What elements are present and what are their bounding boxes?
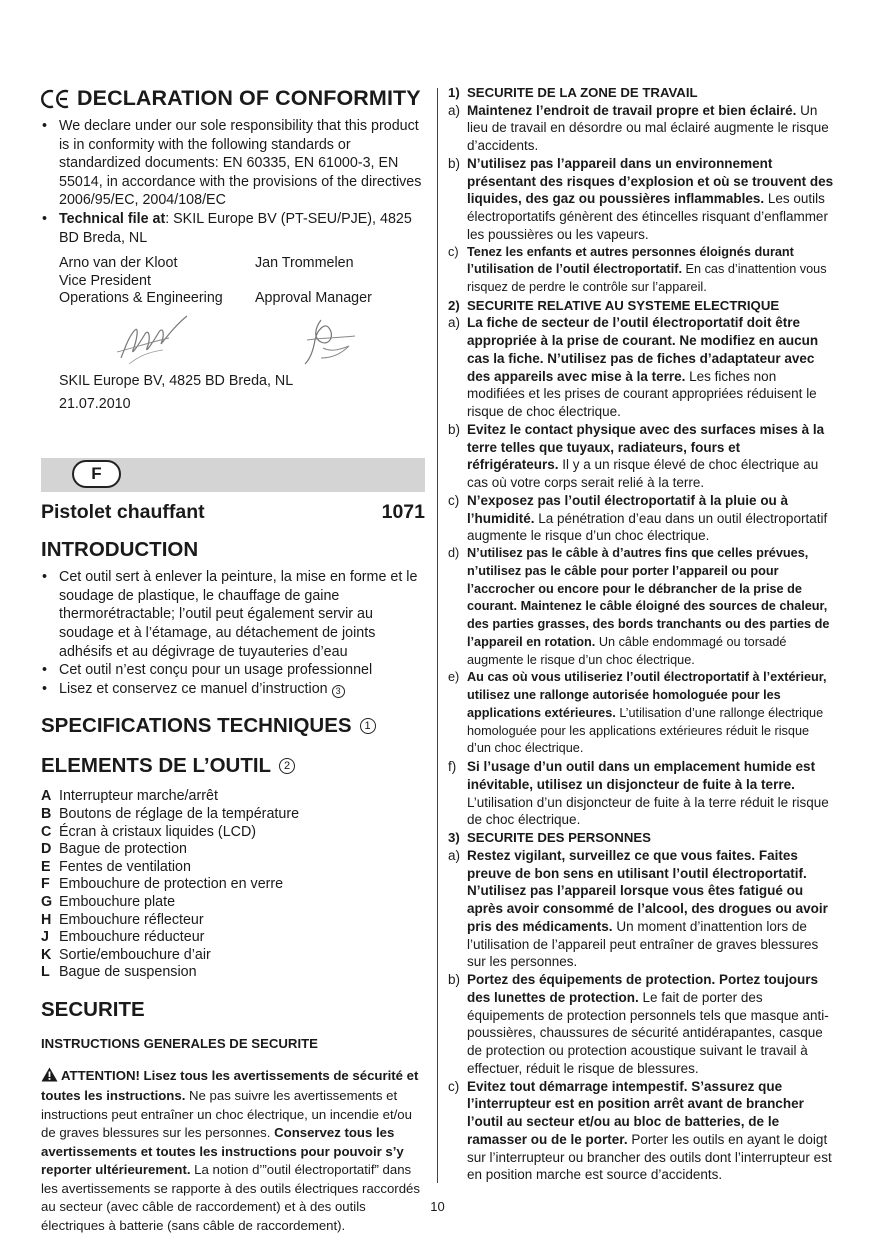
- warning-bold-2: Conservez tous les avertissements et toutes les instructions pour pouvoir s’y reporter ultérieurement.: [41, 1125, 404, 1178]
- rule-text: La pénétration d’eau dans un outil électroportatif augmente le risque d’un choc électrique.: [467, 510, 828, 544]
- part-text: Fentes de ventilation: [59, 858, 191, 875]
- securite-heading: SECURITE: [41, 997, 145, 1021]
- part-key: A: [41, 788, 52, 805]
- signer1-title2: Operations & Engineering: [59, 290, 223, 307]
- rule-3a: [448, 847, 834, 971]
- rule-bold: Si l’usage d’un outil dans un emplacement humide est inévitable, utilisez un disjoncteur de fuite à la terre.: [467, 759, 816, 792]
- rule-2b: [448, 421, 834, 492]
- rule-letter: a): [448, 102, 461, 118]
- declaration-bullet-standards: • We declare under our sole responsibility that this product is in conformity with the following standards or standardized documents: EN 60335, EN 61000-3, EN 55014, in accordance with the provisions of the directives 2006/95/EC, 2004/108/EC: [41, 117, 425, 210]
- rule-bold: N’utilisez pas le câble à d’autres fins que celles prévues, n’utilisez pas le câble pour porter l’appareil ou pour l’accrocher ou encore pour le débrancher de la prise de courant. Maintenez le câble éloigné des sources de chaleur, des parties grasses, des bords tranchants ou des parties de l’appareil en rotation.: [467, 546, 830, 649]
- rule-letter: b): [448, 972, 461, 988]
- part-item: [41, 929, 425, 947]
- part-item: [41, 912, 425, 930]
- rule-letter: f): [448, 759, 457, 775]
- part-key: H: [41, 911, 52, 928]
- part-key: E: [41, 858, 51, 875]
- intro-heading: INTRODUCTION: [41, 538, 199, 562]
- product-number: 1071: [381, 501, 425, 524]
- section-title: SECURITE DES PERSONNES: [467, 830, 651, 846]
- rule-text: L’utilisation d’une rallonge électrique homologuée pour les applications extérieures réduit le risque d’un choc électrique.: [467, 705, 824, 756]
- rule-text: Porter les outils en ayant le doigt sur l’interrupteur ou brancher des outils dont l’interrupteur est en position marche est source d’accidents.: [467, 1131, 832, 1183]
- spec-heading-text: SPECIFICATIONS TECHNIQUES: [41, 714, 352, 738]
- part-item: [41, 876, 425, 894]
- rule-text: Les outils électroportatifs génèrent des étincelles risquant d’enflammer les poussières ou les vapeurs.: [467, 191, 828, 242]
- warning-bold-1: ATTENTION! Lisez tous les avertissements de sécurité et toutes les instructions.: [41, 1067, 419, 1104]
- intro-bullet-3-text: Lisez et conservez ce manuel d’instruction: [59, 680, 328, 697]
- intro-bullets: [41, 568, 425, 698]
- part-text: Boutons de réglage de la température: [59, 806, 300, 822]
- part-item: [41, 894, 425, 912]
- warning-triangle-icon: [41, 1067, 58, 1088]
- rule-letter: b): [448, 155, 461, 171]
- part-key: B: [41, 806, 52, 822]
- part-item: [41, 964, 425, 982]
- part-text: Embouchure de protection en verre: [59, 876, 284, 893]
- tech-file-label: Technical file at: [59, 210, 166, 227]
- figure-ref-2: 2: [279, 758, 295, 774]
- rule-3c: [448, 1078, 834, 1185]
- rule-bold: Portez des équipements de protection. Portez toujours des lunettes de protection.: [467, 972, 819, 1005]
- signatures: [59, 308, 425, 372]
- rule-text: Un câble endommagé ou torsadé augmente le risque d’un choc électrique.: [467, 634, 787, 667]
- page-number: 10: [430, 1199, 445, 1214]
- rule-text: Il y a un risque élevé de choc électrique au cas où votre corps serait relié à la terre.: [467, 457, 819, 491]
- section-number: 1): [448, 85, 460, 100]
- rule-1c: [448, 244, 834, 297]
- rule-bold: N’utilisez pas l’appareil dans un environnement présentant des risques d’explosion et où se trouvent des liquides, des gaz ou poussières inflammables.: [467, 155, 834, 207]
- part-item: [41, 824, 425, 842]
- section-title: SECURITE DE LA ZONE DE TRAVAIL: [467, 85, 698, 100]
- signer2-name: Jan Trommelen: [255, 255, 354, 272]
- rule-bold: La fiche de secteur de l’outil électroportatif doit être appropriée à la prise de courant. Ne modifiez en aucun cas la fiche. N’utilisez pas de fiches d’adaptateur avec des appareils avec mise à la terre.: [467, 315, 819, 384]
- rule-bold: Tenez les enfants et autres personnes éloignés durant l’utilisation de l’outil électroportatif.: [467, 244, 794, 277]
- rule-bold: Au cas où vous utiliseriez l’outil électroportatif à l’extérieur, utilisez une rallonge autorisée homologuée pour les applications extérieures.: [467, 670, 827, 720]
- part-key: G: [41, 893, 53, 910]
- rule-bold: Restez vigilant, surveillez ce que vous faites. Faites preuve de bon sens en utilisant l’outil électroportatif. N’utilisez pas l’appareil lorsque vous êtes fatigué ou après avoir consommé de l’alcool, des drogues ou avoir pris des médicaments.: [467, 847, 828, 934]
- part-item: [41, 947, 425, 965]
- rule-text: Un moment d’inattention lors de l’utilisation de l’appareil peut entraîner de graves blessures sur les personnes.: [467, 918, 819, 970]
- rule-bold: Maintenez l’endroit de travail propre et bien éclairé.: [467, 102, 797, 118]
- part-key: C: [41, 823, 52, 840]
- rule-text: En cas d’inattention vous risquez de perdre le contrôle sur l’appareil.: [467, 262, 827, 295]
- rule-letter: d): [448, 546, 460, 561]
- rule-2c: [448, 492, 834, 545]
- product-name: Pistolet chauffant: [41, 501, 205, 524]
- spec-heading: [41, 714, 425, 738]
- rule-text: L’utilisation d’un disjoncteur de fuite à la terre réduit le risque de choc électrique.: [467, 794, 829, 828]
- warning-text-2: La notion d’”outil électroportatif” dans les avertissements se rapporte à des outils électriques raccordés au secteur (avec câble de raccordement) et à des outils électriques à batterie (sans câble de raccordement).: [41, 1162, 420, 1233]
- rule-2d: [448, 545, 834, 669]
- part-item: [41, 788, 425, 806]
- rule-letter: b): [448, 421, 461, 437]
- part-text: Interrupteur marche/arrêt: [59, 788, 218, 805]
- rule-1a: [448, 102, 834, 155]
- part-item: [41, 859, 425, 877]
- part-text: Sortie/embouchure d’air: [59, 946, 211, 963]
- section-1-heading: [448, 84, 834, 102]
- ce-mark-icon: [41, 89, 71, 109]
- section-3-heading: [448, 829, 834, 847]
- elements-heading: [41, 754, 425, 778]
- section-number: 2): [448, 297, 460, 313]
- language-bar: [41, 458, 425, 492]
- intro-bullet-1: • Cet outil sert à enlever la peinture, la mise en forme et le soudage de plastique, le chauffage de gaine thermorétractable; l’outil peut également servir au soudage et à l’étamage, au détachement de joints adhésifs et au dégivrage de tuyauteries d’eau: [41, 568, 425, 661]
- tech-file-text: : SKIL Europe BV (PT-SEU/PJE), 4825 BD Breda, NL: [59, 210, 412, 246]
- section-2-heading: [448, 297, 834, 315]
- figure-ref-3: 3: [332, 685, 345, 698]
- rule-2a: [448, 314, 834, 421]
- rule-text: Le fait de porter des équipements de protection personnels tels que masque anti-poussières, chaussures de sécurité antidérapantes, casque de protection ou protection acoustique suivant le travail à effectuer, réduit le risque de blessures.: [467, 989, 829, 1076]
- securite-subheading: INSTRUCTIONS GENERALES DE SECURITE: [41, 1035, 318, 1051]
- declaration-bullets: [41, 117, 425, 247]
- part-text: Bague de protection: [59, 841, 187, 858]
- intro-bullet-2: • Cet outil n’est conçu pour un usage professionnel: [41, 661, 425, 680]
- rule-letter: e): [448, 670, 460, 685]
- part-item: [41, 841, 425, 859]
- declaration-date: 21.07.2010: [59, 396, 131, 413]
- right-column: [448, 84, 834, 1184]
- language-badge: F: [72, 460, 121, 488]
- figure-ref-1: 1: [360, 718, 376, 734]
- signer1-title1: Vice President: [59, 272, 151, 289]
- declaration-title: DECLARATION OF CONFORMITY: [77, 86, 421, 110]
- rule-letter: c): [448, 244, 459, 259]
- elements-heading-text: ELEMENTS DE L’OUTIL: [41, 754, 272, 778]
- handwritten-signatures-icon: [59, 308, 419, 372]
- declaration-bullet-tech-file: [41, 210, 425, 247]
- part-text: Embouchure réflecteur: [59, 911, 204, 928]
- rule-2e: [448, 669, 834, 758]
- signer1-name: Arno van der Kloot: [59, 255, 178, 272]
- part-key: F: [41, 876, 50, 893]
- rule-bold: Evitez tout démarrage intempestif. S’assurez que l’interrupteur est en position arrêt avant de brancher l’outil au secteur et/ou au bloc de batteries, de le ramasser ou de le porter.: [467, 1078, 804, 1147]
- rule-2f: [448, 758, 834, 829]
- part-key: K: [41, 946, 52, 963]
- parts-list: [41, 788, 425, 982]
- part-text: Bague de suspension: [59, 964, 197, 981]
- rule-text: Un lieu de travail en désordre ou mal éclairé augmente le risque d’accidents.: [467, 102, 829, 154]
- rule-letter: c): [448, 492, 460, 508]
- part-text: Écran à cristaux liquides (LCD): [59, 823, 257, 840]
- rule-letter: c): [448, 1078, 460, 1094]
- part-text: Embouchure plate: [59, 893, 176, 910]
- section-number: 3): [448, 830, 460, 846]
- company-address: SKIL Europe BV, 4825 BD Breda, NL: [59, 372, 294, 389]
- left-column: [41, 84, 425, 1235]
- rule-3b: [448, 971, 834, 1078]
- part-item: [41, 806, 425, 824]
- part-text: Embouchure réducteur: [59, 929, 205, 946]
- intro-bullet-3: [41, 680, 425, 699]
- rule-bold: Evitez le contact physique avec des surfaces mises à la terre telles que tuyaux, radiateurs, fours et réfrigérateurs.: [467, 421, 825, 473]
- rule-letter: a): [448, 315, 461, 331]
- rule-bold: N’exposez pas l’outil électroportatif à la pluie ou à l’humidité.: [467, 492, 789, 526]
- signer2-title: Approval Manager: [255, 290, 372, 307]
- rule-text: Les fiches non modifiées et les prises de courant appropriées réduisent le risque de choc électrique.: [467, 368, 817, 420]
- section-title: SECURITE RELATIVE AU SYSTEME ELECTRIQUE: [467, 297, 780, 313]
- signatories: [59, 255, 425, 308]
- warning-text-1: Ne pas suivre les avertissements et instructions peut entraîner un choc électrique, un incendie et/ou de graves blessures sur les personnes.: [41, 1088, 412, 1141]
- product-title-row: [41, 501, 425, 524]
- part-key: L: [41, 964, 50, 981]
- rule-letter: a): [448, 847, 461, 863]
- rule-1b: [448, 155, 834, 244]
- part-key: J: [41, 929, 49, 946]
- column-divider: [437, 88, 438, 1183]
- part-key: D: [41, 841, 52, 858]
- declaration-heading: [41, 86, 425, 111]
